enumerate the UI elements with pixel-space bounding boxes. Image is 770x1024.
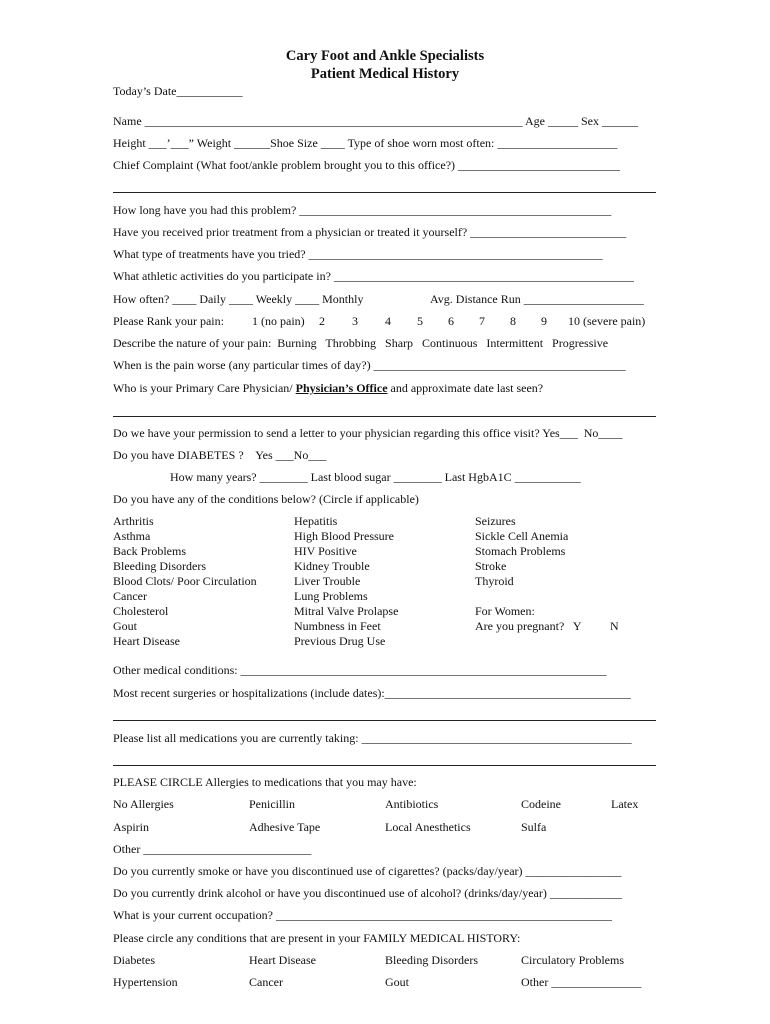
family-history-option[interactable]: Bleeding Disorders bbox=[385, 953, 478, 967]
height-weight-shoe-field[interactable]: Height ___’___” Weight ______Shoe Size ____ Type of shoe worn most often: ____________________ bbox=[113, 136, 618, 150]
family-history-option[interactable]: Diabetes bbox=[113, 953, 155, 967]
chief-complaint-field[interactable]: Chief Complaint (What foot/ankle problem brought you to this office?) ___________________________ bbox=[113, 158, 621, 172]
condition-item[interactable]: Mitral Valve Prolapse bbox=[294, 604, 399, 618]
condition-item[interactable]: Asthma bbox=[113, 529, 151, 543]
pain-option[interactable]: 1 (no pain) bbox=[252, 314, 305, 328]
pain-option[interactable]: 2 bbox=[319, 314, 325, 328]
condition-item[interactable]: Bleeding Disorders bbox=[113, 559, 206, 573]
pain-option[interactable]: 4 bbox=[385, 314, 391, 328]
name-age-sex-field[interactable]: Name _______________________________________________________________ Age _____ Sex ______ bbox=[113, 114, 638, 128]
condition-item[interactable]: Stroke bbox=[475, 559, 507, 573]
allergy-other-field[interactable]: Other ____________________________ bbox=[113, 842, 312, 856]
physicians-office-label: Physician’s Office bbox=[295, 381, 388, 395]
allergy-option[interactable]: Adhesive Tape bbox=[249, 820, 321, 834]
medications-extra-line[interactable] bbox=[113, 765, 656, 766]
condition-item[interactable]: Thyroid bbox=[475, 574, 514, 588]
other-conditions-field[interactable]: Other medical conditions: _____________________________________________________________ bbox=[113, 663, 607, 677]
allergy-option[interactable]: Latex bbox=[611, 797, 639, 811]
pregnant-question[interactable]: Are you pregnant? Y bbox=[475, 619, 582, 633]
condition-item[interactable]: Numbness in Feet bbox=[294, 619, 381, 633]
pregnant-no-option[interactable]: N bbox=[610, 619, 619, 633]
allergy-option[interactable]: Penicillin bbox=[249, 797, 295, 811]
letter-permission-field[interactable]: Do we have your permission to send a letter to your physician regarding this office visit? Yes___ No____ bbox=[113, 426, 623, 440]
pain-option[interactable]: 6 bbox=[448, 314, 454, 328]
condition-item[interactable]: Cholesterol bbox=[113, 604, 169, 618]
primary-care-physician-field[interactable]: Who is your Primary Care Physician/ Physician’s Office and approximate date last seen? bbox=[113, 381, 544, 395]
condition-item[interactable]: Blood Clots/ Poor Circulation bbox=[113, 574, 257, 588]
activity-frequency-field[interactable]: How often? ____ Daily ____ Weekly ____ Monthly bbox=[113, 292, 364, 306]
condition-item[interactable]: Seizures bbox=[475, 514, 516, 528]
pain-nature-field[interactable]: Describe the nature of your pain: Burning Throbbing Sharp Continuous Intermittent Progressive bbox=[113, 336, 609, 350]
condition-item[interactable]: Cancer bbox=[113, 589, 147, 603]
alcohol-field[interactable]: Do you currently drink alcohol or have you discontinued use of alcohol? (drinks/day/year) ____________ bbox=[113, 886, 622, 900]
pain-option[interactable]: 10 (severe pain) bbox=[568, 314, 646, 328]
allergy-option[interactable]: Antibiotics bbox=[385, 797, 439, 811]
condition-item[interactable]: HIV Positive bbox=[294, 544, 357, 558]
pain-worse-field[interactable]: When is the pain worse (any particular times of day?) __________________________________________ bbox=[113, 358, 626, 372]
condition-item[interactable]: Gout bbox=[113, 619, 137, 633]
condition-item[interactable]: Previous Drug Use bbox=[294, 634, 386, 648]
condition-item[interactable]: Arthritis bbox=[113, 514, 154, 528]
todays-date-field[interactable]: Today’s Date___________ bbox=[113, 84, 243, 98]
treatments-tried-field[interactable]: What type of treatments have you tried? _________________________________________________ bbox=[113, 247, 603, 261]
physician-extra-line[interactable] bbox=[113, 416, 656, 417]
family-history-option[interactable]: Hypertension bbox=[113, 975, 178, 989]
pain-option[interactable]: 8 bbox=[510, 314, 516, 328]
diabetes-field[interactable]: Do you have DIABETES ? Yes ___No___ bbox=[113, 448, 327, 462]
condition-item[interactable]: Hepatitis bbox=[294, 514, 338, 528]
condition-item[interactable]: Sickle Cell Anemia bbox=[475, 529, 569, 543]
surgeries-extra-line[interactable] bbox=[113, 720, 656, 721]
family-history-option[interactable]: Gout bbox=[385, 975, 409, 989]
pain-option[interactable]: 7 bbox=[479, 314, 485, 328]
condition-item[interactable]: Heart Disease bbox=[113, 634, 180, 648]
pain-option[interactable]: 9 bbox=[541, 314, 547, 328]
conditions-column-2 bbox=[294, 514, 398, 649]
allergy-option[interactable]: Codeine bbox=[521, 797, 561, 811]
allergy-option[interactable]: Aspirin bbox=[113, 820, 149, 834]
condition-item[interactable]: Liver Trouble bbox=[294, 574, 361, 588]
diabetes-detail-field[interactable]: How many years? ________ Last blood sugar ________ Last HgbA1C ___________ bbox=[170, 470, 581, 484]
family-history-intro: Please circle any conditions that are present in your FAMILY MEDICAL HISTORY: bbox=[113, 931, 521, 945]
allergy-option[interactable]: Sulfa bbox=[521, 820, 547, 834]
problem-duration-field[interactable]: How long have you had this problem? ____________________________________________________ bbox=[113, 203, 612, 217]
for-women-label: For Women: bbox=[475, 604, 535, 618]
conditions-intro: Do you have any of the conditions below? (Circle if applicable) bbox=[113, 492, 419, 506]
form-title: Patient Medical History bbox=[310, 66, 460, 82]
family-history-option[interactable]: Circulatory Problems bbox=[521, 953, 624, 967]
avg-distance-field[interactable]: Avg. Distance Run ____________________ bbox=[430, 292, 644, 306]
condition-item[interactable]: High Blood Pressure bbox=[294, 529, 394, 543]
occupation-field[interactable]: What is your current occupation? ________________________________________________________ bbox=[113, 908, 612, 922]
prior-treatment-field[interactable]: Have you received prior treatment from a physician or treated it yourself? __________________________ bbox=[113, 225, 627, 239]
medications-field[interactable]: Please list all medications you are currently taking: _____________________________________________ bbox=[113, 731, 632, 745]
allergies-intro: PLEASE CIRCLE Allergies to medications that you may have: bbox=[113, 775, 417, 789]
condition-item[interactable]: Lung Problems bbox=[294, 589, 368, 603]
chief-complaint-extra-line[interactable] bbox=[113, 192, 656, 193]
athletic-activities-field[interactable]: What athletic activities do you participate in? __________________________________________________ bbox=[113, 269, 634, 283]
allergy-option[interactable]: Local Anesthetics bbox=[385, 820, 471, 834]
allergy-option[interactable]: No Allergies bbox=[113, 797, 174, 811]
family-history-other-field[interactable]: Other _______________ bbox=[521, 975, 642, 989]
pain-rank-label: Please Rank your pain: bbox=[113, 314, 224, 328]
smoking-field[interactable]: Do you currently smoke or have you discontinued use of cigarettes? (packs/day/year) ________________ bbox=[113, 864, 622, 878]
pain-option[interactable]: 3 bbox=[352, 314, 358, 328]
practice-name: Cary Foot and Ankle Specialists bbox=[285, 48, 485, 64]
conditions-column-3 bbox=[475, 514, 568, 589]
condition-item[interactable]: Stomach Problems bbox=[475, 544, 566, 558]
conditions-column-1 bbox=[113, 514, 257, 649]
family-history-option[interactable]: Cancer bbox=[249, 975, 283, 989]
condition-item[interactable]: Kidney Trouble bbox=[294, 559, 370, 573]
family-history-option[interactable]: Heart Disease bbox=[249, 953, 316, 967]
pain-option[interactable]: 5 bbox=[417, 314, 423, 328]
surgeries-field[interactable]: Most recent surgeries or hospitalizations (include dates):_________________________________________ bbox=[113, 686, 631, 700]
condition-item[interactable]: Back Problems bbox=[113, 544, 186, 558]
